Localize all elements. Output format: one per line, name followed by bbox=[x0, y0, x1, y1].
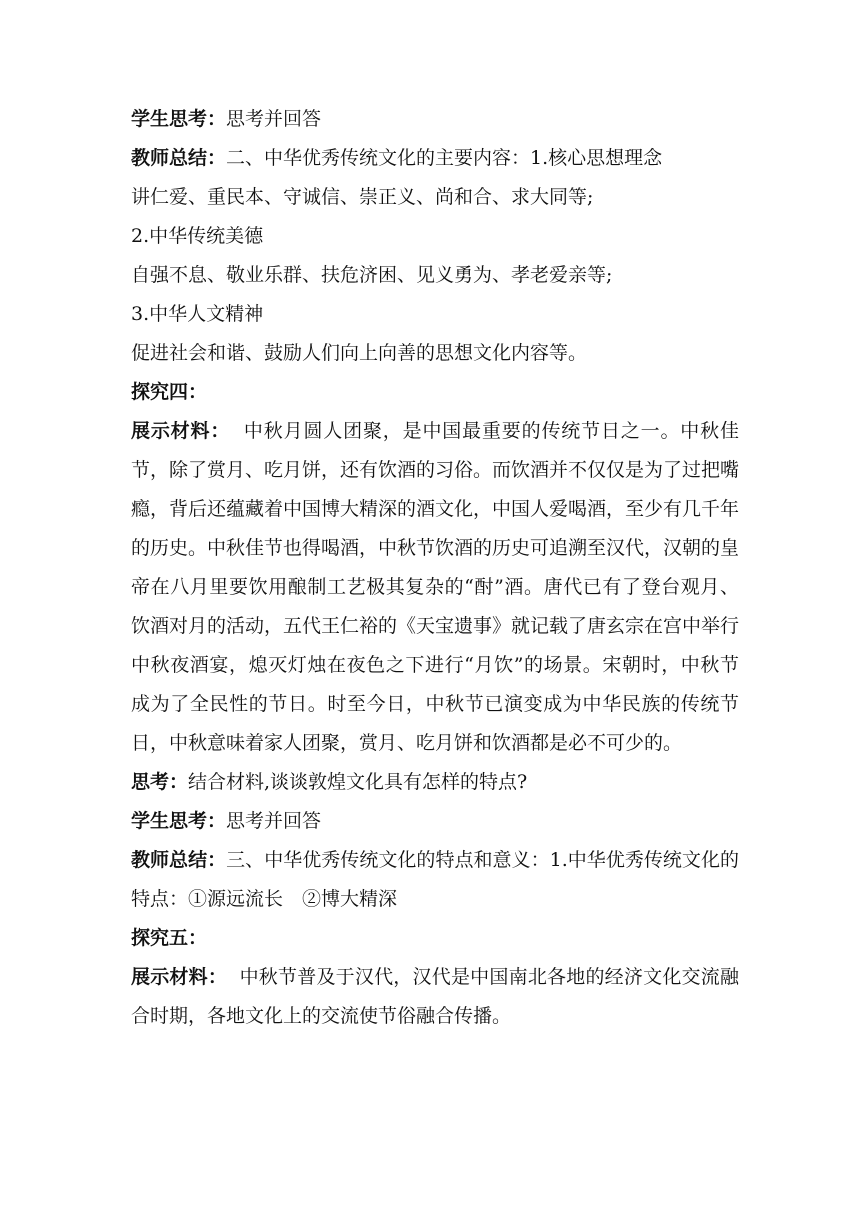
heading-traditional-virtues bbox=[131, 217, 739, 256]
paragraph-virtues bbox=[131, 256, 739, 295]
label: 思考： bbox=[131, 771, 189, 793]
paragraph-material-four bbox=[131, 412, 739, 763]
label: 展示材料： bbox=[131, 420, 231, 442]
paragraph-teacher-summary-2 bbox=[131, 841, 739, 919]
label: 教师总结： bbox=[131, 147, 227, 169]
paragraph-student-thinking-1 bbox=[131, 100, 739, 139]
text: 中秋节普及于汉代，汉代是中国南北各地的经济文化交流融合时期，各地文化上的交流使节俗融合传播。 bbox=[131, 966, 739, 1027]
paragraph-student-thinking-2 bbox=[131, 802, 739, 841]
text: 三、中华优秀传统文化的特点和意义：1.中华优秀传统文化的特点：①源远流长 ②博大精深 bbox=[131, 849, 739, 910]
text: 中秋月圆人团聚，是中国最重要的传统节日之一。中秋佳节，除了赏月、吃月饼，还有饮酒的习俗。而饮酒并不仅仅是为了过把嘴瘾，背后还蕴藏着中国博大精深的酒文化，中国人爱喝酒，至少有几千年的历史。中秋佳节也得喝酒，中秋节饮酒的历史可追溯至汉代，汉朝的皇帝在八月里要饮用酿制工艺极其复杂的“酎”酒。唐代已有了登台观月、饮酒对月的活动，五代王仁裕的《天宝遗事》就记载了唐玄宗在宫中举行中秋夜酒宴，熄灭灯烛在夜色之下进行“月饮”的场景。宋朝时，中秋节成为了全民性的节日。时至今日，中秋节已演变成为中华民族的传统节日，中秋意味着家人团聚，赏月、吃月饼和饮酒都是必不可少的。 bbox=[131, 420, 740, 754]
heading-humanistic-spirit bbox=[131, 295, 739, 334]
heading-inquiry-five bbox=[131, 919, 739, 958]
paragraph-humanistic-spirit bbox=[131, 334, 739, 373]
paragraph-material-five bbox=[131, 958, 739, 1036]
text: 结合材料,谈谈敦煌文化具有怎样的特点? bbox=[188, 771, 528, 793]
text: 2.中华传统美德 bbox=[131, 225, 264, 247]
label: 学生思考： bbox=[131, 810, 227, 832]
text: 自强不息、敬业乐群、扶危济困、见义勇为、孝老爱亲等; bbox=[131, 264, 613, 286]
text: 思考并回答 bbox=[226, 108, 322, 130]
heading-inquiry-four bbox=[131, 373, 739, 412]
label: 探究四： bbox=[131, 381, 208, 403]
text: 二、中华优秀传统文化的主要内容：1.核心思想理念 bbox=[226, 147, 663, 169]
text: 3.中华人文精神 bbox=[131, 303, 264, 325]
text: 思考并回答 bbox=[226, 810, 322, 832]
label: 展示材料： bbox=[131, 966, 228, 988]
document-body bbox=[131, 100, 739, 1036]
label: 学生思考： bbox=[131, 108, 227, 130]
paragraph-question bbox=[131, 763, 739, 802]
paragraph-teacher-summary-1 bbox=[131, 139, 739, 178]
label: 探究五： bbox=[131, 927, 208, 949]
text: 促进社会和谐、鼓励人们向上向善的思想文化内容等。 bbox=[131, 342, 588, 364]
label: 教师总结： bbox=[131, 849, 227, 871]
paragraph-core-ideas bbox=[131, 178, 739, 217]
text: 讲仁爱、重民本、守诚信、崇正义、尚和合、求大同等; bbox=[131, 186, 594, 208]
